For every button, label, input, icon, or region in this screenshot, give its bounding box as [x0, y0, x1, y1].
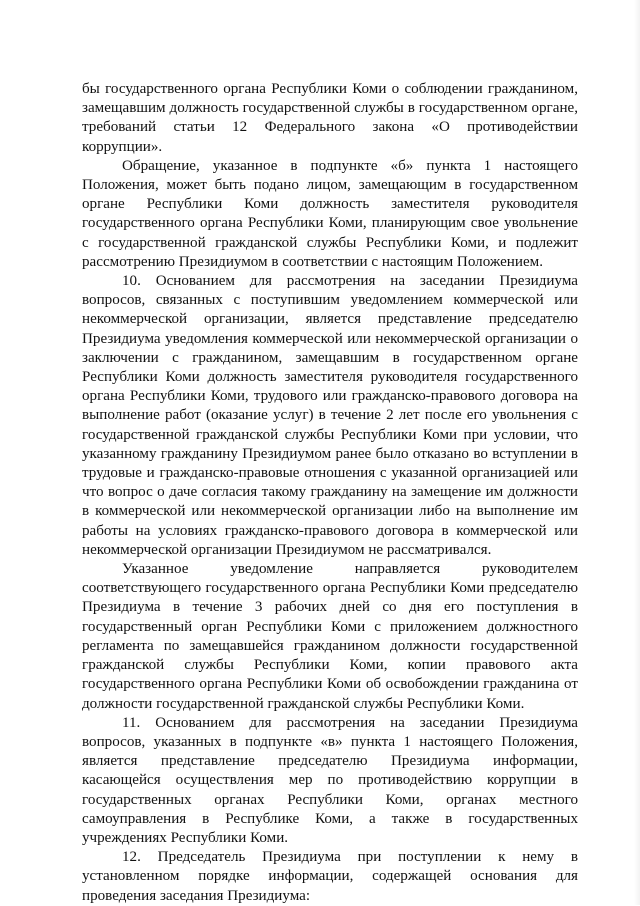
paragraph-continued: бы государственного органа Республики Коми о соблюдении гражданином, замещавшим должность государственной службы в государственном органе, требований статьи 12 Федерального закона «О противодействии коррупции». — [82, 81, 578, 155]
paragraph-clause-11: 11. Основанием для рассмотрения на заседании Президиума вопросов, указанных в подпункте «в» пункта 1 настоящего Положения, является представление председателю Президиума информации, касающейся осуществления мер по противодействию коррупции в государственных органах Республики Коми, органах местного самоуправления в Республике Коми, а также в государственных учреждениях Республики Коми. — [82, 714, 578, 846]
paragraph-notification: Указанное уведомление направляется руководителем соответствующего государственного органа Республики Коми председателю Президиума в течение 3 рабочих дней со дня его поступления в государственный орган Республики Коми с приложением должностного регламента по замещавшейся гражданином должности государственной гражданской службы Республики Коми, копии правового акта государственного органа Республики Коми об освобождении гражданина от должности государственной гражданской службы Республики Коми. — [82, 561, 578, 712]
page-edge-shadow — [634, 0, 640, 905]
paragraph-appeal: Обращение, указанное в подпункте «б» пункта 1 настоящего Положения, может быть подано лицом, замещающим в государственном органе Республики Коми должность заместителя руководителя государственного органа Республики Коми, планирующим свое увольнение с государственной гражданской службы Республики Коми, и подлежит рассмотрению Президиумом в соответствии с настоящим Положением. — [82, 157, 578, 270]
paragraph-clause-10: 10. Основанием для рассмотрения на заседании Президиума вопросов, связанных с поступившим уведомлением коммерческой или некоммерческой организации, является представление председателю Президиума уведомления коммерческой или некоммерческой организации о заключении с гражданином, замещавшим в государственном органе Республики Коми должность заместителя руководителя государственного органа Республики Коми, трудового или гражданско-правового договора на выполнение работ (оказание услуг) в течение 2 лет после его увольнения с государственной гражданской службы Республики Коми при условии, что указанному гражданину Президиумом ранее было отказано во вступлении в трудовые и гражданско-правовые отношения с указанной организацией или что вопрос о даче согласия такому гражданину на замещение им должности в коммерческой или некоммерческой организации либо на выполнение им работы на условиях гражданско-правового договора в коммерческой или некоммерческой организации Президиумом не рассматривался. — [82, 273, 578, 558]
paragraph-clause-12: 12. Председатель Президиума при поступлении к нему в установленном порядке информации, содержащей основания для проведения заседания Президиума: — [82, 849, 578, 904]
document-body — [82, 80, 578, 906]
